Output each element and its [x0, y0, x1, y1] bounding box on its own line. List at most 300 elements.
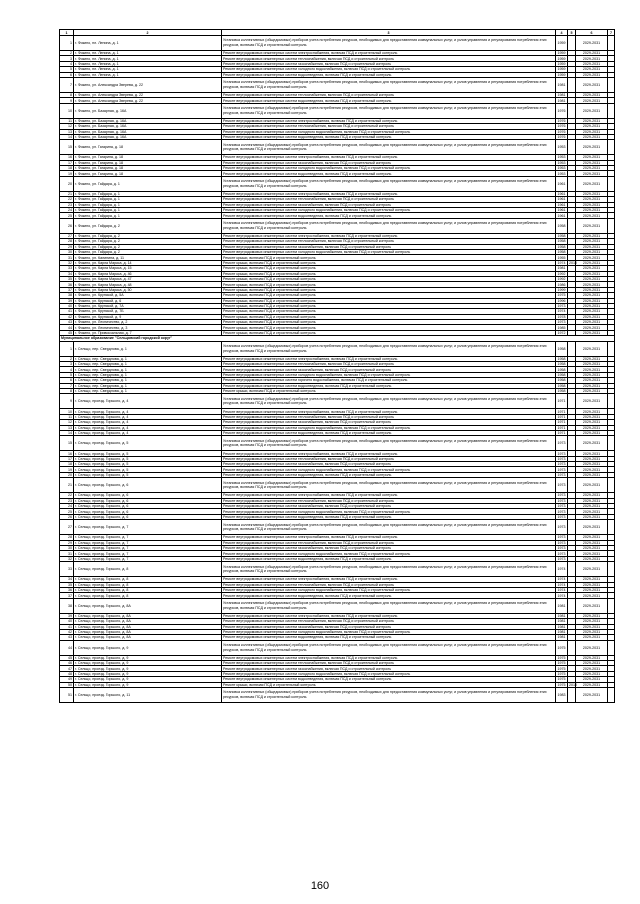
row-number-cell: 44	[60, 640, 74, 655]
address-cell: г. Сельцо, проезд. Горького, д. 5	[74, 436, 222, 451]
planned-period-cell: 2029-2031	[576, 98, 608, 103]
row-number-cell: 8	[60, 388, 74, 393]
address-cell: г. Фокино, ул. Лесничество, д. 3	[74, 325, 222, 330]
last-repair-year-cell	[568, 598, 576, 613]
address-cell: г. Фокино, ул. Гайдара, д. 1	[74, 213, 222, 218]
row-number-cell: 25	[60, 509, 74, 514]
table-row	[60, 640, 615, 655]
build-year-cell: 1974	[557, 582, 566, 587]
row-number-cell: 34	[60, 271, 74, 276]
row-number-cell: 36	[60, 282, 74, 287]
row-number-cell: 43	[60, 320, 74, 325]
table-row	[60, 140, 615, 155]
address-cell: г. Сельцо, проезд. Горького, д. 8А	[74, 598, 222, 613]
build-year-cell: 1953	[557, 160, 566, 165]
row-number-cell: 37	[60, 287, 74, 292]
last-repair-year-cell	[568, 562, 576, 577]
address-cell: г. Сельцо, проезд. Горького, д. 4	[74, 394, 222, 409]
build-year-cell: 1986	[557, 282, 566, 287]
work-type-cell: Ремонт внутридомовых инженерных систем холодного водоснабжения, включая ПСД и строительный контроль	[222, 551, 556, 556]
build-year-cell: 1975	[557, 661, 566, 666]
work-type-cell: Ремонт внутридомовых инженерных систем водоотведения, включая ПСД и строительный контроль	[222, 98, 556, 103]
address-cell: г. Сельцо, проезд. Горького, д. 9	[74, 655, 222, 660]
row-number-cell: 20	[60, 176, 74, 191]
planned-period-cell: 2029-2031	[576, 493, 608, 498]
table-row	[60, 562, 615, 577]
work-type-cell: Ремонт внутридомовых инженерных систем теплоснабжения, включая ПСД и строительный контроль	[222, 498, 556, 503]
row-number-cell: 45	[60, 330, 74, 335]
last-repair-year-cell	[568, 394, 576, 409]
row-number-cell: 27	[60, 520, 74, 535]
build-year-cell: 1981	[557, 624, 566, 629]
planned-period-cell: 2029-2031	[576, 367, 608, 372]
planned-period-cell: 2029-2031	[576, 325, 608, 330]
build-year-cell: 1958	[557, 244, 566, 249]
planned-period-cell: 2029-2031	[576, 688, 608, 703]
table-body	[60, 30, 615, 703]
address-cell: г. Сельцо, проезд. Горького, д. 9	[74, 671, 222, 676]
planned-period-cell: 2029-2031	[576, 509, 608, 514]
planned-period-cell: 2029-2031	[576, 666, 608, 671]
row-number-cell: 12	[60, 420, 74, 425]
build-year-cell: 1973	[557, 467, 566, 472]
build-year-cell: 1959	[556, 36, 568, 51]
planned-period-cell: 2029-2031	[576, 414, 608, 419]
work-type-cell: Установка коллективных (общедомовых) приборов учета потребления ресурсов, необходимых для предоставления коммунальных услуг, и узлов управления и регулирования потребления этих ресурсов, включая ПСД и строительный контроль	[222, 36, 556, 51]
address-cell: г. Фокино, ул. Гайдара, д. 2	[74, 218, 222, 233]
row-number-cell: 24	[60, 208, 74, 213]
work-type-cell: Ремонт внутридомовых инженерных систем газоснабжения, включая ПСД и строительный контроль	[222, 244, 556, 249]
work-type-cell: Ремонт внутридомовых инженерных систем водоотведения, включая ПСД и строительный контроль	[222, 213, 556, 218]
build-year-cell: 1959	[557, 67, 566, 72]
build-year-cell: 1973	[557, 535, 566, 540]
work-type-cell: Ремонт внутридомовых инженерных систем газоснабжения, включая ПСД и строительный контроль	[222, 666, 556, 671]
work-type-cell: Ремонт внутридомовых инженерных систем холодного водоснабжения, включая ПСД и строительный контроль	[222, 629, 556, 634]
planned-period-cell: 2029-2031	[576, 293, 608, 298]
work-type-cell: Ремонт внутридомовых инженерных систем газоснабжения, включая ПСД и строительный контроль	[222, 546, 556, 551]
work-type-cell: Ремонт внутридомовых инженерных систем холодного водоснабжения, включая ПСД и строительный контроль	[222, 467, 556, 472]
table-row	[60, 688, 615, 703]
work-type-cell: Ремонт внутридомовых инженерных систем холодного водоснабжения, включая ПСД и строительный контроль	[222, 166, 556, 171]
work-type-cell: Ремонт внутридомовых инженерных систем газоснабжения, включая ПСД и строительный контроль	[222, 624, 556, 629]
build-year-cell: 1953	[557, 155, 566, 160]
work-type-cell: Ремонт крыши, включая ПСД и строительный контроль	[222, 320, 556, 325]
address-cell: г. Фокино, ул. Гагарина, д. 18	[74, 140, 222, 155]
planned-period-cell: 2029-2031	[576, 134, 608, 139]
header-cell: 3	[222, 30, 556, 36]
build-year-cell: 1985	[557, 325, 566, 330]
row-number-cell: 23	[60, 202, 74, 207]
work-type-cell: Ремонт внутридомовых инженерных систем электроснабжения, включая ПСД и строительный контроль	[222, 51, 556, 56]
build-year-cell: 1974	[557, 593, 566, 598]
work-type-cell: Ремонт крыши, включая ПСД и строительный контроль	[222, 287, 556, 292]
row-number-cell: 2	[60, 51, 74, 56]
build-year-cell: 1974	[557, 577, 566, 582]
planned-period-cell: 2029-2031	[576, 249, 608, 254]
build-year-cell: 1975	[557, 672, 566, 677]
build-year-cell: 1958	[557, 239, 566, 244]
note-cell	[608, 394, 615, 409]
work-type-cell: Ремонт внутридомовых инженерных систем холодного водоснабжения, включая ПСД и строительный контроль	[222, 587, 556, 592]
address-cell: г. Сельцо, проезд. Горького, д. 8А	[74, 624, 222, 629]
build-year-cell: 1974	[557, 588, 566, 593]
build-year-cell: 1971	[557, 420, 566, 425]
row-number-cell: 7	[60, 383, 74, 388]
row-number-cell: 47	[60, 666, 74, 671]
address-cell: г. Фокино, ул. Крупской, д. 7А	[74, 303, 222, 308]
planned-period-cell: 2029-2031	[576, 598, 608, 613]
planned-period-cell: 2029-2031	[576, 124, 608, 129]
build-year-cell: 1959	[557, 56, 566, 61]
build-year-cell: 1981	[556, 77, 568, 92]
row-number-cell: 44	[60, 325, 74, 330]
row-number-cell: 40	[60, 619, 74, 624]
planned-period-cell: 2029-2031	[576, 166, 608, 171]
build-year-cell: 1961	[557, 213, 566, 218]
address-cell: г. Фокино, ул. Гайдара, д. 2	[74, 244, 222, 249]
address-cell: г. Сельцо, пер. Свердлова, д. 1	[74, 372, 222, 377]
work-type-cell: Ремонт внутридомовых инженерных систем газоснабжения, включая ПСД и строительный контроль	[222, 367, 556, 372]
build-year-cell: 1974	[556, 562, 568, 577]
planned-period-cell: 2029-2031	[576, 540, 608, 545]
planned-period-cell: 2029-2031	[576, 587, 608, 592]
planned-period-cell: 2029-2031	[576, 191, 608, 196]
build-year-cell: 1953	[556, 140, 568, 155]
table-row	[60, 341, 615, 356]
build-year-cell: 1958	[556, 218, 568, 233]
row-number-cell: 38	[60, 293, 74, 298]
address-cell: г. Фокино, ул. Гайдара, д. 1	[74, 191, 222, 196]
header-cell: 2	[74, 30, 222, 36]
work-type-cell: Ремонт крыши, включая ПСД и строительный контроль	[222, 271, 556, 276]
table-row	[60, 77, 615, 92]
work-type-cell: Установка коллективных (общедомовых) приборов учета потребления ресурсов, необходимых для предоставления коммунальных услуг, и узлов управления и регулирования потребления этих ресурсов, включая ПСД и строительный контроль	[222, 436, 556, 451]
build-year-cell: 1973	[557, 515, 566, 520]
planned-period-cell: 2029-2031	[576, 103, 608, 118]
build-year-cell: 1961	[557, 208, 566, 213]
build-year-cell: 1958	[556, 341, 568, 356]
planned-period-cell: 2029-2031	[576, 176, 608, 191]
work-type-cell: Ремонт внутридомовых инженерных систем теплоснабжения, включая ПСД и строительный контроль	[222, 619, 556, 624]
address-cell: г. Фокино, ул. Гайдара, д. 1	[74, 176, 222, 191]
row-number-cell: 37	[60, 593, 74, 598]
row-number-cell: 16	[60, 451, 74, 456]
address-cell: г. Сельцо, проезд. Горького, д. 4	[74, 425, 222, 430]
build-year-cell: 1973	[557, 498, 566, 503]
header-cell: 5	[568, 30, 576, 36]
work-type-cell: Ремонт внутридомовых инженерных систем газоснабжения, включая ПСД и строительный контроль	[222, 202, 556, 207]
row-number-cell: 41	[60, 309, 74, 314]
address-cell: г. Сельцо, проезд. Горького, д. 5	[74, 467, 222, 472]
planned-period-cell: 2029-2031	[576, 551, 608, 556]
note-cell	[608, 688, 615, 703]
build-year-cell: 1971	[557, 425, 566, 430]
planned-period-cell: 2029-2031	[576, 129, 608, 134]
address-cell: г. Сельцо, проезд. Горького, д. 4	[74, 430, 222, 435]
work-type-cell: Ремонт крыши, включая ПСД и строительный контроль	[222, 314, 556, 319]
row-number-cell: 8	[60, 92, 74, 97]
planned-period-cell: 2029-2031	[576, 629, 608, 634]
row-number-cell: 34	[60, 577, 74, 582]
work-type-cell: Ремонт крыши, включая ПСД и строительный контроль	[222, 325, 556, 330]
work-type-cell: Ремонт внутридомовых инженерных систем теплоснабжения, включая ПСД и строительный контроль	[222, 456, 556, 461]
address-cell: г. Сельцо, проезд. Горького, д. 6	[74, 498, 222, 503]
work-type-cell: Ремонт внутридомовых инженерных систем холодного водоснабжения, включая ПСД и строительный контроль	[222, 425, 556, 430]
row-number-cell: 28	[60, 239, 74, 244]
planned-period-cell: 2029-2031	[576, 118, 608, 123]
build-year-cell: 1973	[557, 304, 566, 309]
work-type-cell: Ремонт внутридомовых инженерных систем электроснабжения, включая ПСД и строительный контроль	[222, 191, 556, 196]
row-number-cell: 3	[60, 56, 74, 61]
work-type-cell: Ремонт внутридомовых инженерных систем холодного водоснабжения, включая ПСД и строительный контроль	[222, 509, 556, 514]
address-cell: г. Фокино, ул. Базарная, д. 16А	[74, 118, 222, 123]
work-type-cell: Ремонт внутридомовых инженерных систем газоснабжения, включая ПСД и строительный контроль	[222, 61, 556, 66]
row-number-cell: 30	[60, 249, 74, 254]
work-type-cell: Ремонт крыши, включая ПСД и строительный контроль	[222, 682, 556, 687]
row-number-cell: 2	[60, 356, 74, 361]
address-cell: г. Сельцо, проезд. Горького, д. 8А	[74, 613, 222, 618]
address-cell: г. Фокино, ул. Крупской, д. 7Б	[74, 309, 222, 314]
table-row	[60, 598, 615, 613]
work-type-cell: Ремонт внутридомовых инженерных систем водоотведения, включая ПСД и строительный контроль	[222, 383, 556, 388]
table-row	[60, 176, 615, 191]
work-type-cell: Ремонт крыши, включая ПСД и строительный контроль	[222, 303, 556, 308]
build-year-cell: 1973	[557, 320, 566, 325]
address-cell: г. Фокино, ул. Карла Маркса, д. 14	[74, 260, 222, 265]
address-cell: г. Фокино, ул. Гагарина, д. 18	[74, 166, 222, 171]
last-repair-year-cell	[568, 36, 576, 51]
address-cell: г. Сельцо, проезд. Горького, д. 6	[74, 514, 222, 519]
build-year-cell: 1961	[557, 192, 566, 197]
planned-period-cell: 2029-2031	[576, 67, 608, 72]
row-number-cell: 50	[60, 682, 74, 687]
work-type-cell: Ремонт крыши, включая ПСД и строительный контроль	[222, 255, 556, 260]
work-type-cell: Ремонт внутридомовых инженерных систем газоснабжения, включая ПСД и строительный контроль	[222, 420, 556, 425]
work-type-cell: Ремонт внутридомовых инженерных систем теплоснабжения, включая ПСД и строительный контроль	[222, 239, 556, 244]
planned-period-cell: 2029-2031	[576, 661, 608, 666]
address-cell: г. Фокино, ул. Калинина, д. 11	[74, 255, 222, 260]
planned-period-cell: 2029-2031	[576, 171, 608, 176]
address-cell: г. Сельцо, проезд. Горького, д. 9	[74, 666, 222, 671]
row-number-cell: 17	[60, 160, 74, 165]
work-type-cell: Установка коллективных (общедомовых) приборов учета потребления ресурсов, необходимых для предоставления коммунальных услуг, и узлов управления и регулирования потребления этих ресурсов, включая ПСД и строительный контроль	[222, 562, 556, 577]
table-row	[60, 218, 615, 233]
row-number-cell: 38	[60, 598, 74, 613]
row-number-cell: 35	[60, 582, 74, 587]
row-number-cell: 6	[60, 72, 74, 77]
row-number-cell: 45	[60, 655, 74, 660]
address-cell: г. Фокино, ул. Александра Зверева, д. 22	[74, 77, 222, 92]
last-repair-year-cell	[568, 176, 576, 191]
build-year-cell: 1958	[557, 250, 566, 255]
row-number-cell: 35	[60, 276, 74, 281]
build-year-cell: 1973	[557, 556, 566, 561]
address-cell: г. Фокино, ул. Гайдара, д. 2	[74, 233, 222, 238]
planned-period-cell: 2029-2031	[576, 514, 608, 519]
address-cell: г. Фокино, ул. Базарная, д. 16А	[74, 124, 222, 129]
planned-period-cell: 2029-2031	[576, 197, 608, 202]
address-cell: г. Сельцо, проезд. Горького, д. 11	[74, 688, 222, 703]
work-type-cell: Ремонт крыши, включая ПСД и строительный контроль	[222, 330, 556, 335]
planned-period-cell: 2029-2031	[576, 362, 608, 367]
build-year-cell: 1992	[557, 271, 566, 276]
header-cell: 1	[60, 30, 74, 36]
planned-period-cell: 2029-2031	[576, 635, 608, 640]
address-cell: г. Фокино, ул. Гайдара, д. 1	[74, 197, 222, 202]
address-cell: г. Сельцо, проезд. Горького, д. 8А	[74, 619, 222, 624]
build-year-cell: 1958	[557, 362, 566, 367]
work-type-cell: Установка коллективных (общедомовых) приборов учета потребления ресурсов, необходимых для предоставления коммунальных услуг, и узлов управления и регулирования потребления этих ресурсов, включая ПСД и строительный контроль	[222, 478, 556, 493]
last-repair-year-cell: 2010	[569, 682, 577, 687]
planned-period-cell: 2029-2031	[576, 467, 608, 472]
build-year-cell: 1971	[557, 409, 566, 414]
planned-period-cell: 2029-2031	[576, 72, 608, 77]
address-cell: г. Сельцо, проезд. Горького, д. 9	[74, 640, 222, 655]
row-number-cell: 31	[60, 551, 74, 556]
work-type-cell: Ремонт внутридомовых инженерных систем газоснабжения, включая ПСД и строительный контроль	[222, 160, 556, 165]
row-number-cell: 26	[60, 218, 74, 233]
build-year-cell: 1975	[557, 655, 566, 660]
build-year-cell: 1976	[556, 103, 568, 118]
build-year-cell: 1959	[557, 72, 566, 77]
row-number-cell: 36	[60, 587, 74, 592]
row-number-cell: 28	[60, 535, 74, 540]
table-row	[60, 436, 615, 451]
address-cell: г. Фокино, ул. Гагарина, д. 18	[74, 171, 222, 176]
build-year-cell: 1971	[557, 414, 566, 419]
address-cell: г. Фокино, пл. Ленина, д. 1	[74, 67, 222, 72]
note-cell	[608, 341, 615, 356]
build-year-cell: 1958	[557, 356, 566, 361]
planned-period-cell: 2029-2031	[576, 436, 608, 451]
work-type-cell: Ремонт внутридомовых инженерных систем электроснабжения, включая ПСД и строительный контроль	[222, 118, 556, 123]
row-number-cell: 49	[60, 677, 74, 682]
work-type-cell: Установка коллективных (общедомовых) приборов учета потребления ресурсов, необходимых для предоставления коммунальных услуг, и узлов управления и регулирования потребления этих ресурсов, включая ПСД и строительный контроль	[222, 103, 556, 118]
work-type-cell: Ремонт внутридомовых инженерных систем теплоснабжения, включая ПСД и строительный контроль	[222, 92, 556, 97]
row-number-cell: 19	[60, 467, 74, 472]
note-cell	[608, 140, 615, 155]
planned-period-cell: 2029-2031	[576, 255, 608, 260]
build-year-cell: 1992	[557, 277, 566, 282]
work-type-cell: Ремонт внутридомовых инженерных систем теплоснабжения, включая ПСД и строительный контроль	[222, 540, 556, 545]
work-type-cell: Установка коллективных (общедомовых) приборов учета потребления ресурсов, необходимых для предоставления коммунальных услуг, и узлов управления и регулирования потребления этих ресурсов, включая ПСД и строительный контроль	[222, 176, 556, 191]
planned-period-cell: 2029-2031	[576, 378, 608, 383]
address-cell: г. Сельцо, проезд. Горького, д. 6	[74, 478, 222, 493]
address-cell: г. Сельцо, проезд. Горького, д. 8	[74, 593, 222, 598]
note-cell	[608, 176, 615, 191]
row-number-cell: 22	[60, 493, 74, 498]
row-number-cell: 9	[60, 98, 74, 103]
address-cell: г. Фокино, пл. Ленина, д. 1	[74, 61, 222, 66]
build-year-cell: 1959	[557, 61, 566, 66]
row-number-cell: 1	[60, 341, 74, 356]
planned-period-cell: 2029-2031	[576, 330, 608, 335]
table-row	[60, 394, 615, 409]
table-row	[60, 36, 615, 51]
build-year-cell: 1961	[556, 176, 568, 191]
planned-period-cell: 2029-2031	[576, 613, 608, 618]
row-number-cell: 18	[60, 166, 74, 171]
build-year-cell: 1959	[557, 51, 566, 56]
work-type-cell: Ремонт внутридомовых инженерных систем электроснабжения, включая ПСД и строительный контроль	[222, 577, 556, 582]
row-number-cell: 43	[60, 635, 74, 640]
address-cell: г. Сельцо, пер. Свердлова, д. 1	[74, 341, 222, 356]
planned-period-cell: 2029-2031	[576, 276, 608, 281]
planned-period-cell: 2029-2031	[576, 462, 608, 467]
work-type-cell: Ремонт внутридомовых инженерных систем водоотведения, включая ПСД и строительный контроль	[222, 556, 556, 561]
address-cell: г. Фокино, ул. Базарная, д. 16А	[74, 134, 222, 139]
work-type-cell: Ремонт внутридомовых инженерных систем водоотведения, включая ПСД и строительный контроль	[222, 635, 556, 640]
section-title: Муниципальное образование "Сельцовский городской округ"	[60, 336, 615, 341]
last-repair-year-cell	[568, 640, 576, 655]
work-type-cell: Ремонт крыши, включая ПСД и строительный контроль	[222, 260, 556, 265]
row-number-cell: 10	[60, 409, 74, 414]
row-number-cell: 17	[60, 456, 74, 461]
last-repair-year-cell	[568, 478, 576, 493]
row-number-cell: 20	[60, 472, 74, 477]
address-cell: г. Сельцо, проезд. Горького, д. 4	[74, 409, 222, 414]
address-cell: г. Сельцо, пер. Свердлова, д. 1	[74, 356, 222, 361]
build-year-cell: 1973	[557, 473, 566, 478]
address-cell: г. Сельцо, проезд. Горького, д. 6	[74, 493, 222, 498]
row-number-cell: 11	[60, 118, 74, 123]
build-year-cell: 1971	[556, 394, 568, 409]
planned-period-cell: 2029-2031	[576, 356, 608, 361]
row-number-cell: 24	[60, 504, 74, 509]
row-number-cell: 32	[60, 556, 74, 561]
page-number: 160	[310, 880, 330, 892]
address-cell: г. Сельцо, проезд. Горького, д. 5	[74, 462, 222, 467]
build-year-cell: 1975	[557, 666, 566, 671]
planned-period-cell: 2029-2031	[576, 260, 608, 265]
build-year-cell: 1981	[557, 266, 566, 271]
address-cell: г. Сельцо, проезд. Горького, д. 5	[74, 451, 222, 456]
row-number-cell: 1	[60, 36, 74, 51]
address-cell: г. Сельцо, проезд. Горького, д. 8А	[74, 629, 222, 634]
note-cell	[608, 562, 615, 577]
document-sheet	[59, 29, 614, 703]
planned-period-cell: 2029-2031	[576, 409, 608, 414]
address-cell: г. Фокино, ул. Базарная, д. 16А	[74, 129, 222, 134]
address-cell: г. Сельцо, проезд. Горького, д. 8А	[74, 635, 222, 640]
row-number-cell: 32	[60, 260, 74, 265]
address-cell: г. Фокино, ул. Базарная, д. 16А	[74, 103, 222, 118]
row-number-cell: 13	[60, 425, 74, 430]
address-cell: г. Сельцо, пер. Свердлова, д. 1	[74, 388, 222, 393]
build-year-cell: 1973	[557, 504, 566, 509]
row-number-cell: 3	[60, 362, 74, 367]
address-cell: г. Сельцо, пер. Свердлова, д. 1	[74, 362, 222, 367]
row-number-cell: 12	[60, 124, 74, 129]
work-type-cell: Ремонт внутридомовых инженерных систем электроснабжения, включая ПСД и строительный контроль	[222, 409, 556, 414]
planned-period-cell: 2029-2031	[576, 298, 608, 303]
build-year-cell: 1973	[557, 493, 566, 498]
address-cell: г. Сельцо, проезд. Горького, д. 7	[74, 556, 222, 561]
note-cell	[608, 218, 615, 233]
row-number-cell: 39	[60, 613, 74, 618]
planned-period-cell: 2029-2031	[576, 682, 608, 687]
row-number-cell: 42	[60, 629, 74, 634]
row-number-cell: 4	[60, 61, 74, 66]
address-cell: г. Сельцо, проезд. Горького, д. 4	[74, 414, 222, 419]
planned-period-cell: 2029-2031	[576, 282, 608, 287]
address-cell: г. Фокино, ул. Александра Зверева, д. 22	[74, 98, 222, 103]
row-number-cell: 21	[60, 478, 74, 493]
work-type-cell: Ремонт крыши, включая ПСД и строительный контроль	[222, 276, 556, 281]
build-year-cell: 1975	[557, 677, 566, 682]
build-year-cell: 1981	[557, 635, 566, 640]
address-cell: г. Сельцо, проезд. Горького, д. 4	[74, 420, 222, 425]
